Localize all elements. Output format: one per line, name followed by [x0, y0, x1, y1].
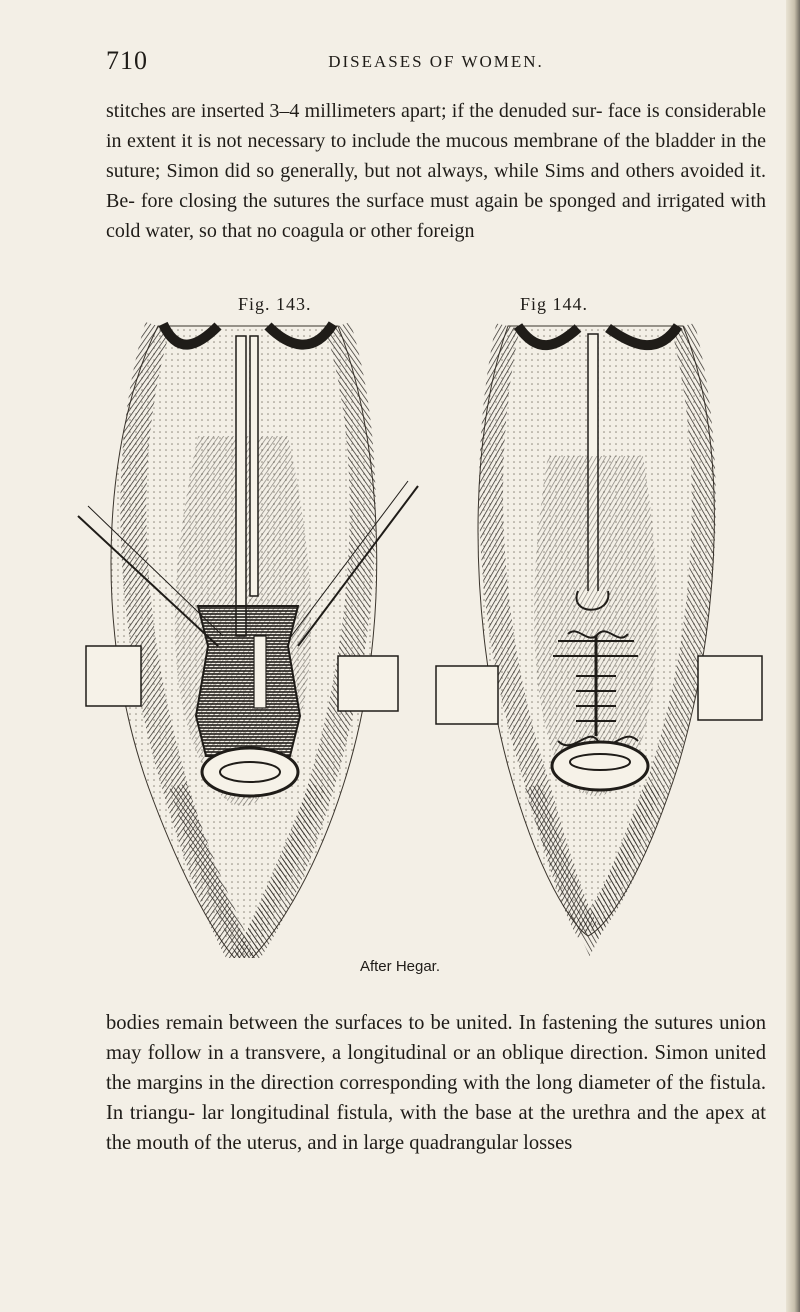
body-paragraph-top: stitches are inserted 3–4 millimeters apart; if the denuded sur- face is considerable in extent it is not necessary to include the mucous membrane of the bladder in the suture; Simon did so generally, but not always, while Sims and others avoided it. Be- fore closing the sutures the surface must again be sponged and irrigated with cold water, so that no coagula or other foreign	[106, 100, 766, 242]
figure-144-label: Fig 144.	[520, 294, 589, 314]
running-head: DISEASES OF WOMEN.	[328, 52, 544, 71]
body-paragraph-bottom: bodies remain between the surfaces to be united. In fastening the sutures union may follow in a transvere, a longitudinal or an oblique direction. Simon united the margins in the direction corresponding with the long diameter of the fistula. In triangu- lar longitudinal fistula, with the base at the urethra and the apex at the mouth of the uterus, and in large quadrangular losses	[106, 1012, 766, 1154]
figure-caption: After Hegar.	[359, 958, 441, 975]
page-edge	[786, 0, 800, 1312]
figure-plate	[68, 294, 784, 958]
figure-143-illustration	[68, 316, 428, 958]
page-number: 710	[106, 46, 148, 75]
figure-144-illustration	[428, 316, 784, 958]
figure-143-label: Fig. 143.	[238, 294, 312, 314]
page-header	[106, 46, 766, 80]
